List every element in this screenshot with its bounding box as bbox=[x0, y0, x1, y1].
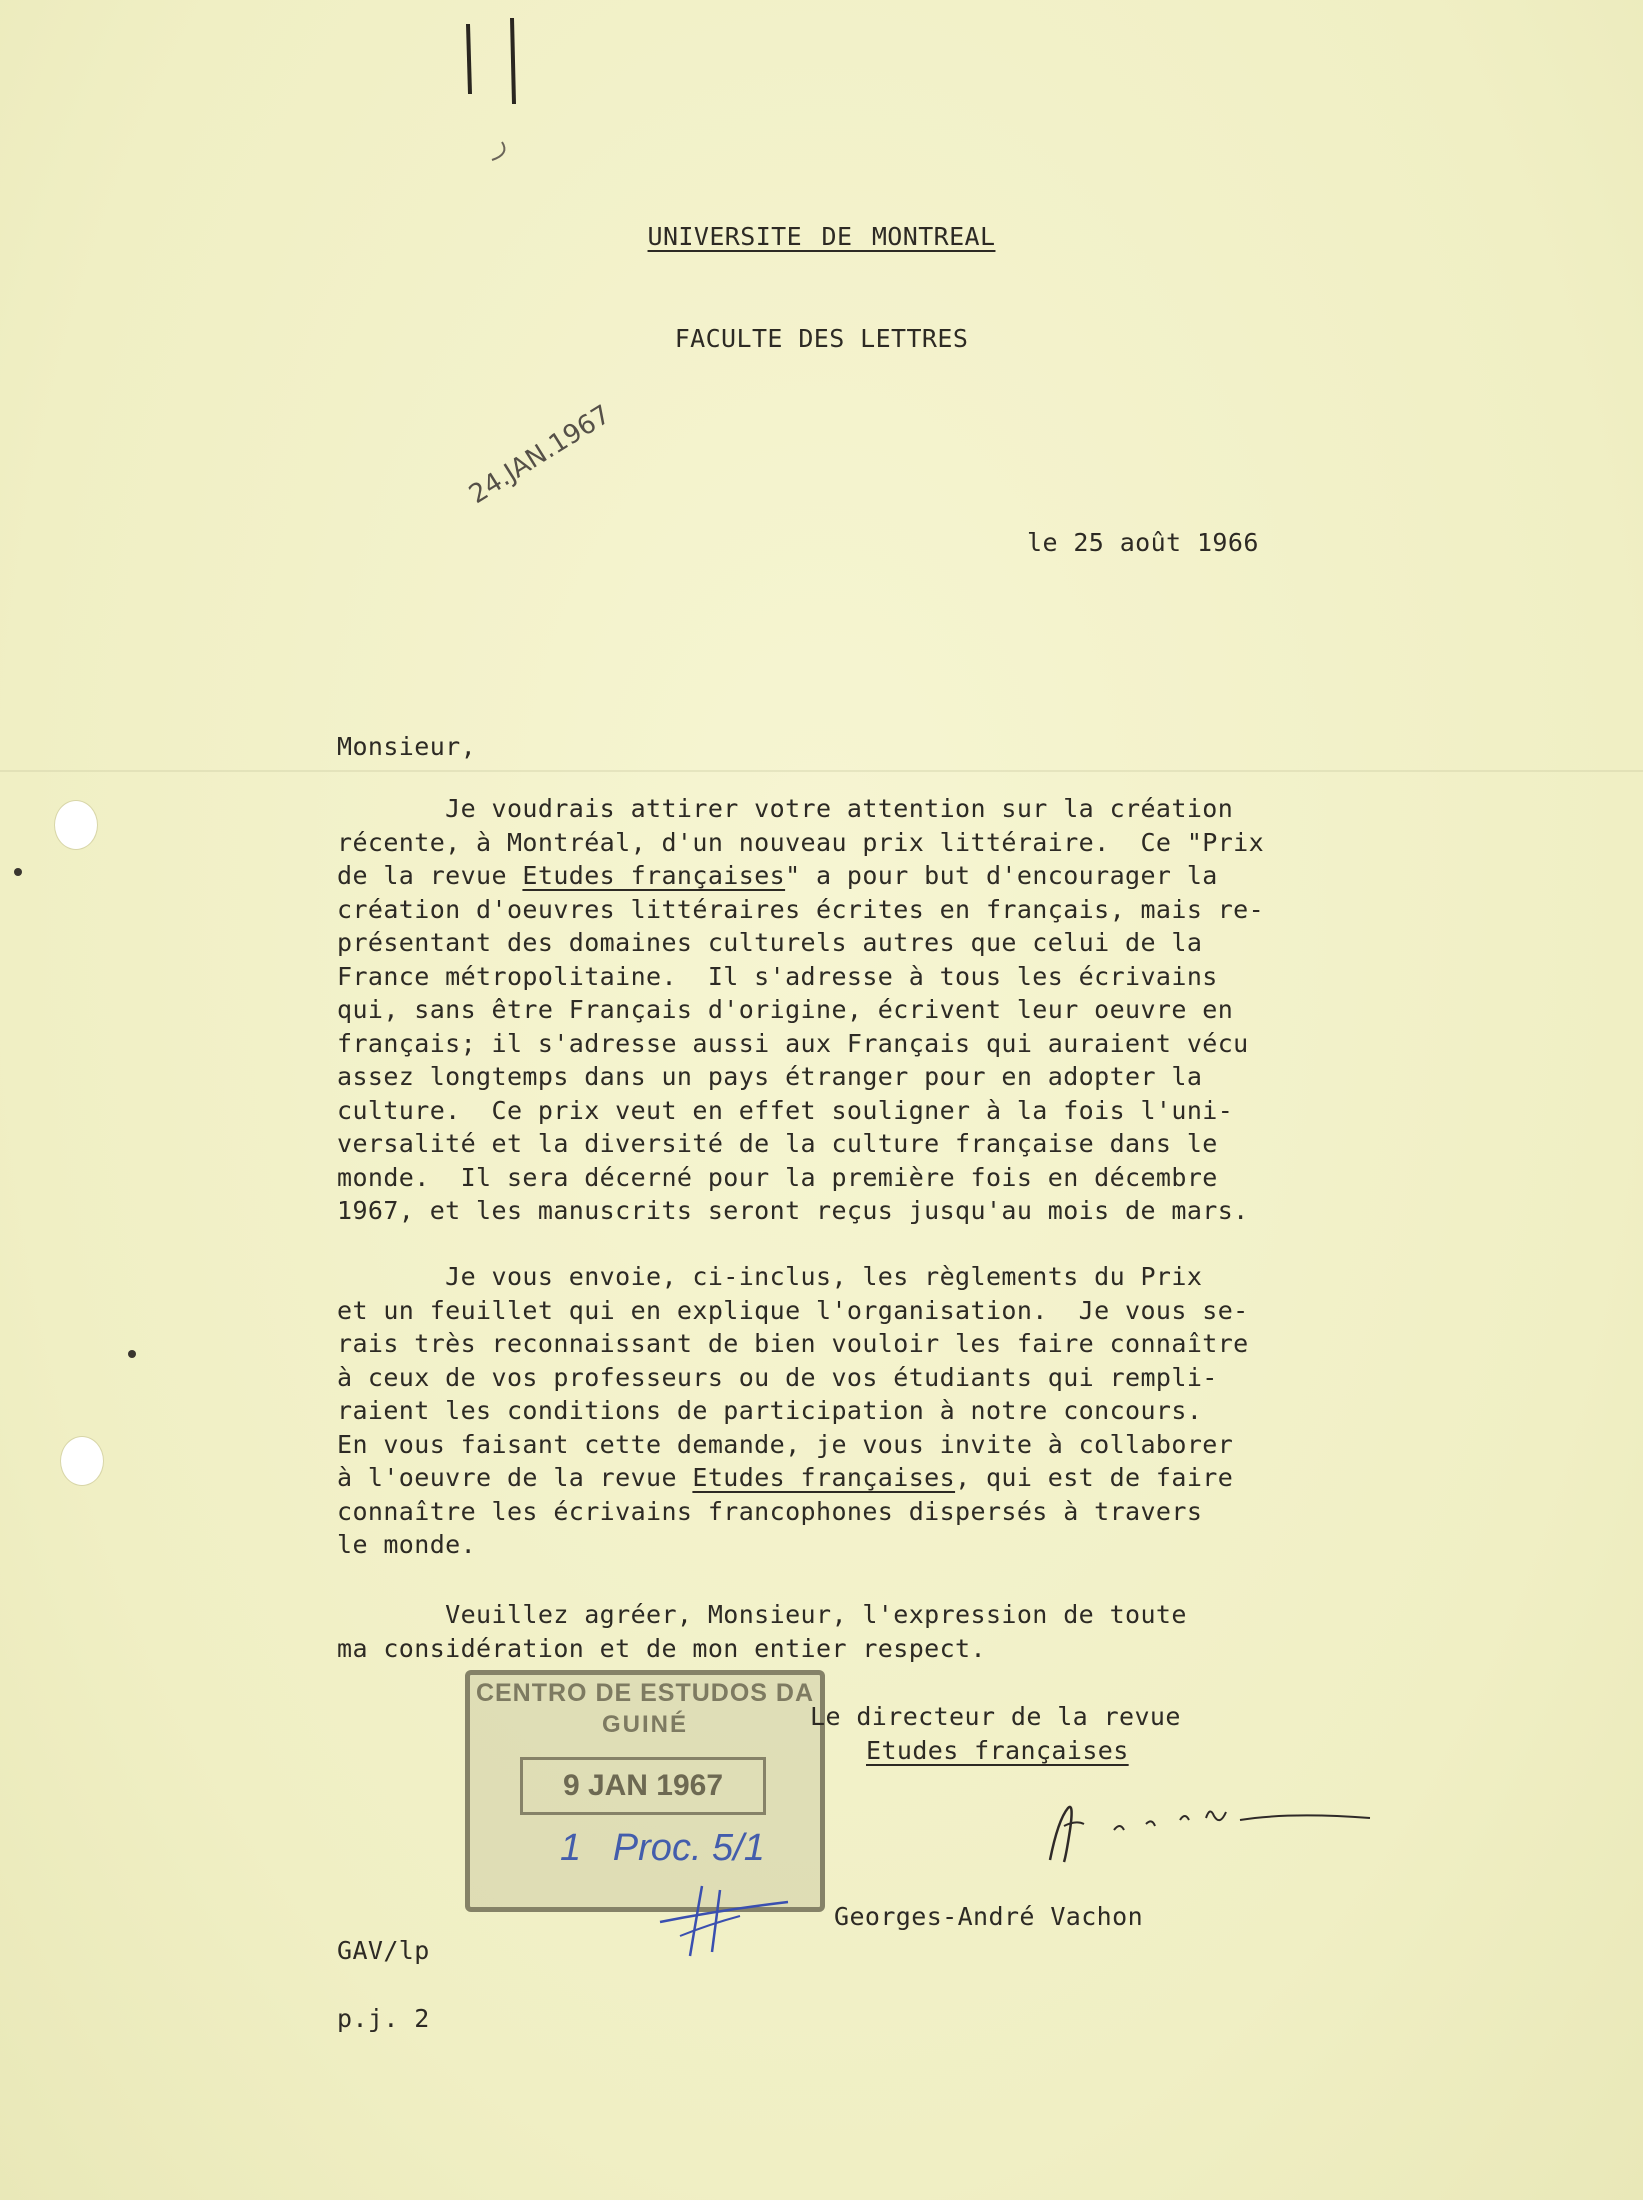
paragraph-2 bbox=[337, 1262, 1337, 1564]
text-line: ma considération et de mon entier respect. bbox=[337, 1633, 986, 1663]
signature-title-line2: Etudes françaises bbox=[866, 1736, 1129, 1765]
signatory-name: Georges-André Vachon bbox=[834, 1902, 1144, 1931]
punch-hole-top bbox=[54, 800, 98, 850]
text-line: Veuillez agréer, Monsieur, l'expression de toute bbox=[337, 1600, 1187, 1629]
ink-speck bbox=[14, 868, 22, 876]
text-line: à ceux de vos professeurs ou de vos étudiants qui rempli- bbox=[337, 1362, 1218, 1392]
letter-date: le 25 août 1966 bbox=[1027, 528, 1259, 557]
handwritten-initials bbox=[650, 1880, 790, 1960]
pencil-received-date: 24.JAN.1967 bbox=[464, 399, 616, 510]
review-title: Etudes françaises bbox=[522, 861, 786, 890]
text-line: assez longtemps dans un pays étranger pour en adopter la bbox=[337, 1062, 1203, 1091]
text-line: à l'oeuvre de la revue Etudes françaises, qui est de faire bbox=[337, 1463, 1234, 1492]
faculty-name: FACULTE DES LETTRES bbox=[674, 324, 969, 353]
university-name: UNIVERSITE DE MONTREAL bbox=[647, 222, 996, 251]
text-line: rais très reconnaissant de bien vouloir les faire connaître bbox=[337, 1329, 1249, 1358]
stamp-date: 9 JAN 1967 bbox=[520, 1757, 766, 1815]
text-line: culture. Ce prix veut en effet souligner à la fois l'uni- bbox=[337, 1095, 1234, 1125]
text-line: raient les conditions de participation à notre concours. bbox=[337, 1396, 1203, 1425]
text-line: création d'oeuvres littéraires écrites en français, mais re- bbox=[337, 894, 1265, 924]
ink-speck bbox=[128, 1350, 136, 1358]
punch-hole-bottom bbox=[60, 1436, 104, 1486]
text-line: présentant des domaines culturels autres que celui de la bbox=[337, 928, 1203, 957]
stamp-reference: 1 Proc. 5/1 bbox=[560, 1827, 765, 1869]
handwritten-signature bbox=[1030, 1790, 1380, 1870]
stamp-institution-2: GUINÉ bbox=[601, 1711, 688, 1738]
text-line: Je voudrais attirer votre attention sur la création bbox=[337, 794, 1234, 823]
text-line: Je vous envoie, ci-inclus, les règlements du Prix bbox=[337, 1262, 1203, 1291]
text-line: de la revue Etudes françaises" a pour but d'encourager la bbox=[337, 861, 1218, 890]
archive-stamp bbox=[465, 1670, 825, 1912]
text-line: le monde. bbox=[337, 1530, 477, 1559]
text-line: France métropolitaine. Il s'adresse à tous les écrivains bbox=[337, 961, 1218, 991]
paragraph-1 bbox=[337, 794, 1337, 1230]
salutation: Monsieur, bbox=[337, 732, 477, 761]
stamp-institution: CENTRO DE ESTUDOS DA bbox=[475, 1679, 815, 1707]
text-line: français; il s'adresse aussi aux Français qui auraient vécu bbox=[337, 1028, 1249, 1058]
text-line: En vous faisant cette demande, je vous invite à collaborer bbox=[337, 1429, 1234, 1459]
reference-initials: GAV/lp bbox=[337, 1936, 430, 1965]
ink-mark bbox=[462, 14, 522, 164]
text-line: et un feuillet qui en explique l'organisation. Je vous se- bbox=[337, 1295, 1249, 1325]
signature-title-line1: Le directeur de la revue bbox=[810, 1702, 1181, 1731]
text-line: monde. Il sera décerné pour la première fois en décembre bbox=[337, 1162, 1218, 1192]
text-line: connaître les écrivains francophones dispersés à travers bbox=[337, 1496, 1203, 1526]
paper-fold bbox=[0, 770, 1643, 772]
text-line: qui, sans être Français d'origine, écrivent leur oeuvre en bbox=[337, 995, 1234, 1024]
text-line: 1967, et les manuscrits seront reçus jusqu'au mois de mars. bbox=[337, 1196, 1249, 1225]
enclosures-note: p.j. 2 bbox=[337, 2004, 430, 2033]
review-title: Etudes françaises bbox=[692, 1463, 956, 1492]
text-line: récente, à Montréal, d'un nouveau prix littéraire. Ce "Prix bbox=[337, 827, 1265, 857]
paragraph-3 bbox=[337, 1600, 1337, 1667]
text-line: versalité et la diversité de la culture française dans le bbox=[337, 1129, 1218, 1158]
